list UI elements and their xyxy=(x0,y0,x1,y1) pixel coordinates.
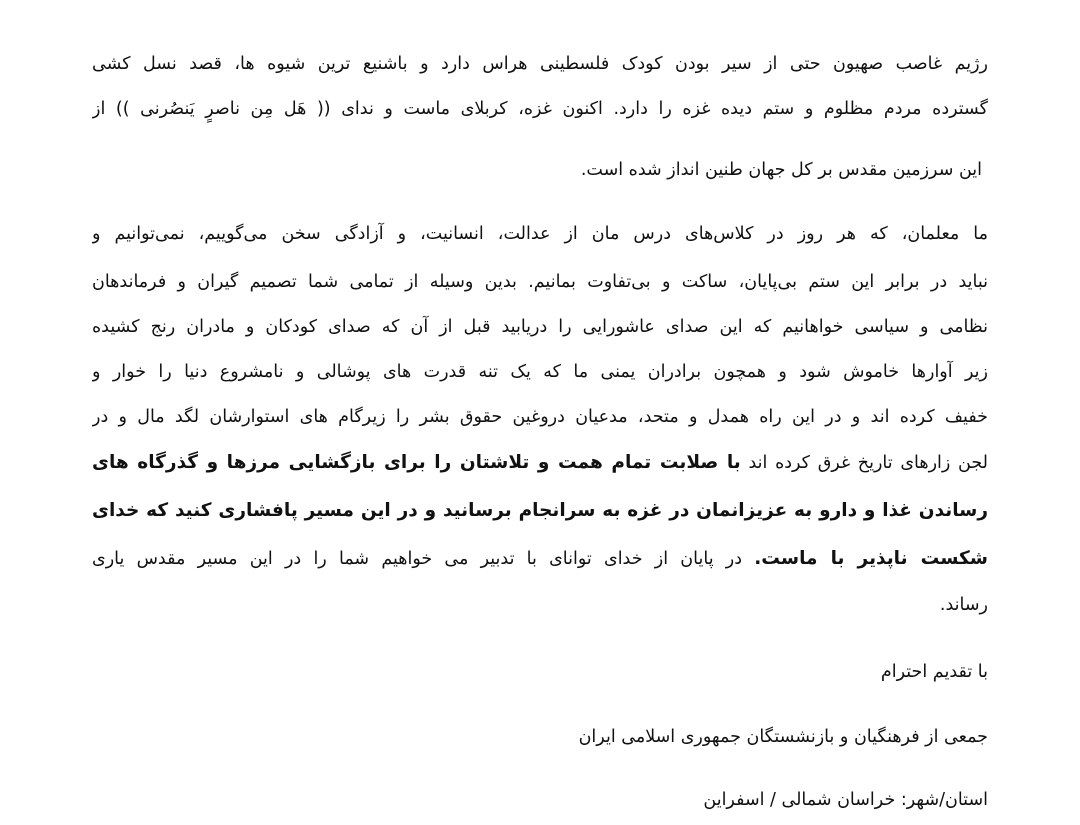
location-text: استان/شهر: خراسان شمالی / اسفراین xyxy=(703,790,988,810)
paragraph-2-line-2: نباید در برابر این ستم بی‌پایان، ساکت و بی‌تفاوت بمانیم. بدین وسیله از تمامی شما تصمیم گیران و فرماندهان xyxy=(92,272,988,292)
paragraph-2-line-9: رساند. xyxy=(939,595,988,615)
closing-text: با تقدیم احترام xyxy=(880,662,988,682)
paragraph-2-line-8 xyxy=(92,539,988,579)
signature-text: جمعی از فرهنگیان و بازنشستگان جمهوری اسلامی ایران xyxy=(578,727,988,747)
paragraph-1-line-2: گسترده مردم مظلوم و ستم دیده غزه را دارد. اکنون غزه، کربلای ماست و ندای (( هَل مِن ناصرٍ یَنصُرنی )) از xyxy=(92,99,988,119)
regular-text: در پایان از خدای توانای با تدبیر می خواهیم شما را در این مسیر مقدس یاری xyxy=(92,549,755,569)
paragraph-2-line-5: خفیف کرده اند و در این راه همدل و متحد، مدعیان دروغین حقوق بشر را زیرگام های استوارشان لگد مال و در xyxy=(92,407,988,427)
paragraph-2-line-7: رساندن غذا و دارو به عزیزانمان در غزه به سرانجام برسانید و در این مسیر پافشاری کنید که خدای xyxy=(92,500,988,521)
paragraph-2-line-1: ما معلمان، که هر روز در کلاس‌های درس مان از عدالت، انسانیت، و آزادگی سخن می‌گوییم، نمی‌توانیم و xyxy=(92,224,988,244)
paragraph-2-line-4: زیر آوارها خاموش شود و همچون برادران یمنی ما که یک تنه قدرت های پوشالی و نامشروع دنیا را خوار و xyxy=(92,362,988,382)
paragraph-2-line-3: نظامی و سیاسی خواهانیم که این صدای عاشورایی را دریابید قبل از آن که صدای کودکان و مادران رنج کشیده xyxy=(92,317,988,337)
paragraph-2-line-6 xyxy=(92,443,988,483)
paragraph-1-line-3: این سرزمین مقدس بر کل جهان طنین انداز شده است. xyxy=(580,160,982,180)
bold-text: شکست ناپذیر با ماست. xyxy=(754,548,988,569)
regular-text: لجن زارهای تاریخ غرق کرده اند xyxy=(740,453,988,473)
paragraph-1-line-1: رژیم غاصب صهیون حتی از سیر بودن کودک فلسطینی هراس دارد و باشنیع ترین شیوه ها، قصد نسل کشی xyxy=(92,54,988,74)
bold-text: با صلابت تمام همت و تلاشتان را برای بازگشایی مرزها و گذرگاه های xyxy=(92,452,741,473)
